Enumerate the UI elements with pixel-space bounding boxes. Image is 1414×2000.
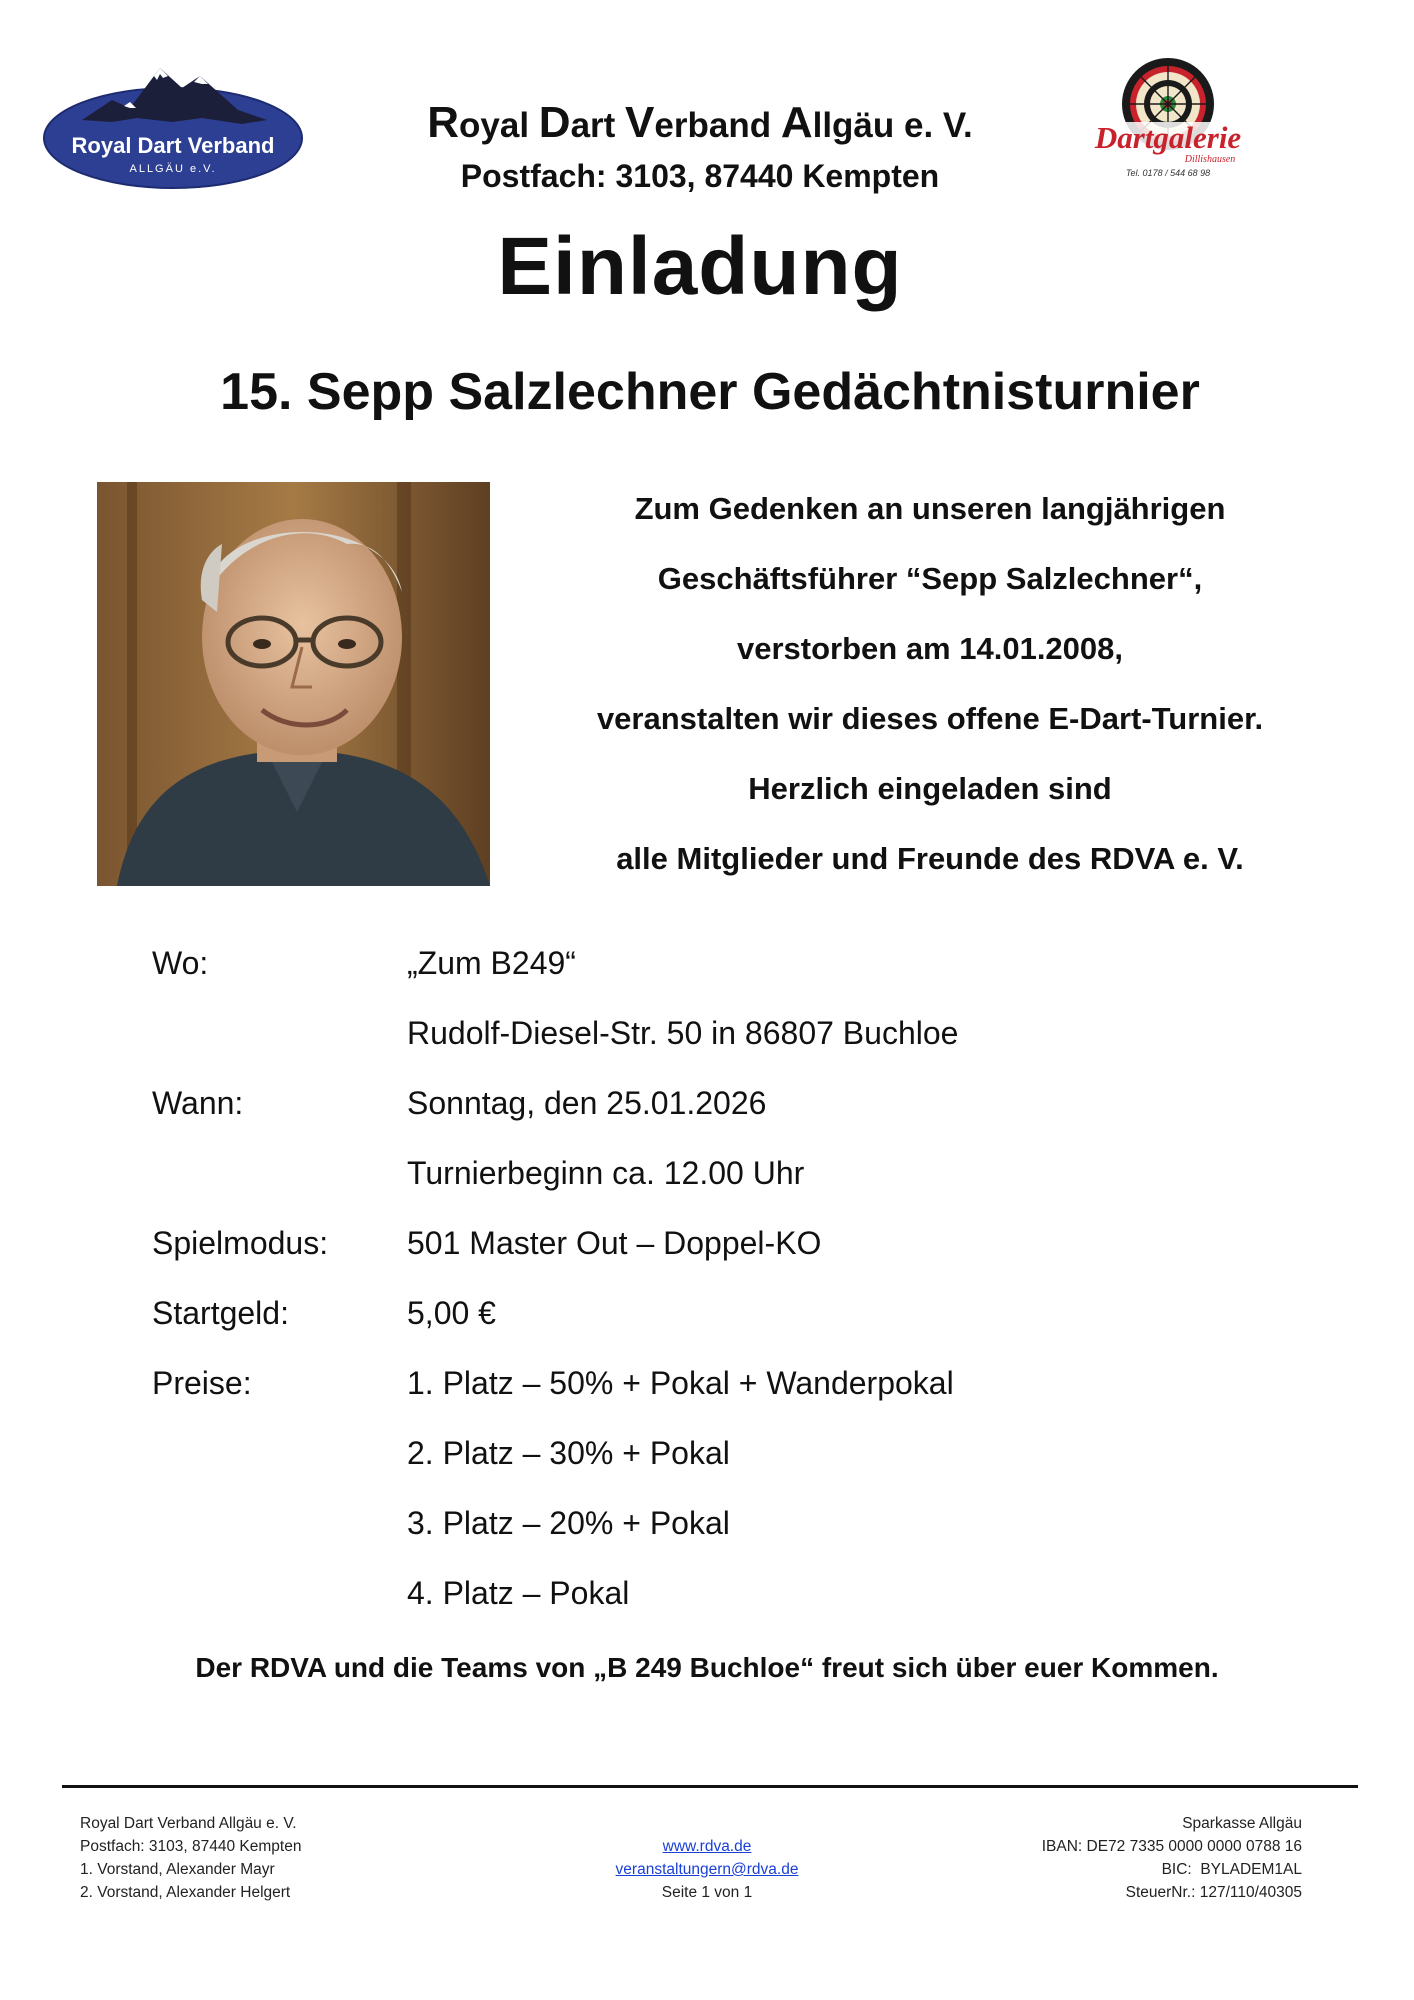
page-title: Einladung [497,221,903,312]
detail-row [152,1575,1302,1645]
detail-label: Preise: [152,1365,252,1401]
footer-line: 2. Vorstand, Alexander Helgert [80,1884,291,1901]
email-link[interactable]: veranstaltungern@rdva.de [615,1861,799,1878]
detail-row [152,1225,1302,1295]
memorial-line: verstorben am 14.01.2008, [736,631,1124,666]
detail-label: Spielmodus: [152,1225,329,1261]
footer-line: IBAN: DE72 7335 0000 0000 0788 16 [1041,1838,1302,1855]
detail-value: 4. Platz – Pokal [407,1575,630,1611]
detail-label: Wann: [152,1085,244,1121]
footer-line: SteuerNr.: 127/110/40305 [1125,1884,1302,1901]
detail-label: Startgeld: [152,1295,289,1331]
logo-sub: ALLGÄU e.V. [129,163,217,175]
detail-row [152,945,1302,1015]
organization-name: Royal Dart Verband Allgäu e. V. [427,98,973,147]
logo-name: Royal Dart Verband [71,133,275,158]
detail-row [152,1015,1302,1085]
footer-address [80,1812,500,1904]
detail-value: 2. Platz – 30% + Pokal [407,1435,730,1471]
memorial-line: Geschäftsführer “Sepp Salzlechner“, [657,561,1203,596]
memorial-line: veranstalten wir dieses offene E-Dart-Turnier. [596,701,1264,736]
dartgalerie-phone: Tel. 0178 / 544 68 98 [1125,168,1211,178]
organization-address: Postfach: 3103, 87440 Kempten [460,158,940,194]
footer-bank [918,1812,1302,1904]
footer-line: Royal Dart Verband Allgäu e. V. [80,1815,297,1832]
dartboard-icon [1068,52,1268,182]
event-details [152,945,1302,1645]
detail-value: 501 Master Out – Doppel-KO [407,1225,822,1261]
dartgalerie-logo [1068,52,1268,182]
memorial-text [540,480,1320,900]
page-number: Seite 1 von 1 [661,1884,753,1901]
footer-divider [62,1785,1358,1788]
footer-line: Postfach: 3103, 87440 Kempten [80,1838,302,1855]
detail-row [152,1155,1302,1225]
closing-note: Der RDVA und die Teams von „B 249 Buchloe“ freut sich über euer Kommen. [195,1652,1219,1683]
website-link[interactable]: www.rdva.de [662,1838,752,1855]
dartgalerie-place: Dillishausen [1184,154,1236,165]
detail-row [152,1365,1302,1435]
footer-contact [507,1812,907,1904]
detail-value: 1. Platz – 50% + Pokal + Wanderpokal [407,1365,954,1401]
detail-value: 3. Platz – 20% + Pokal [407,1505,730,1541]
memorial-line: Herzlich eingeladen sind [748,771,1112,806]
detail-row [152,1085,1302,1155]
detail-value: Rudolf-Diesel-Str. 50 in 86807 Buchloe [407,1015,959,1051]
rdva-logo-graphic [42,62,304,192]
detail-row [152,1295,1302,1365]
rdva-logo [42,62,304,192]
dartgalerie-brand: Dartgalerie [1094,120,1242,155]
footer-line: Sparkasse Allgäu [1182,1815,1302,1832]
tournament-title: 15. Sepp Salzlechner Gedächtnisturnier [220,363,1200,421]
footer-line: BIC: BYLADEM1AL [1161,1861,1302,1878]
detail-value: 5,00 € [407,1295,496,1331]
detail-label: Wo: [152,945,209,981]
detail-row [152,1505,1302,1575]
footer-line: 1. Vorstand, Alexander Mayr [80,1861,275,1878]
detail-value: Turnierbeginn ca. 12.00 Uhr [407,1155,805,1191]
detail-value: Sonntag, den 25.01.2026 [407,1085,767,1121]
detail-row [152,1435,1302,1505]
detail-value: „Zum B249“ [407,945,576,981]
memorial-line: alle Mitglieder und Freunde des RDVA e. V. [616,841,1244,876]
memorial-line: Zum Gedenken an unseren langjährigen [634,491,1226,526]
portrait-photo [97,482,490,886]
portrait-image [97,482,490,886]
